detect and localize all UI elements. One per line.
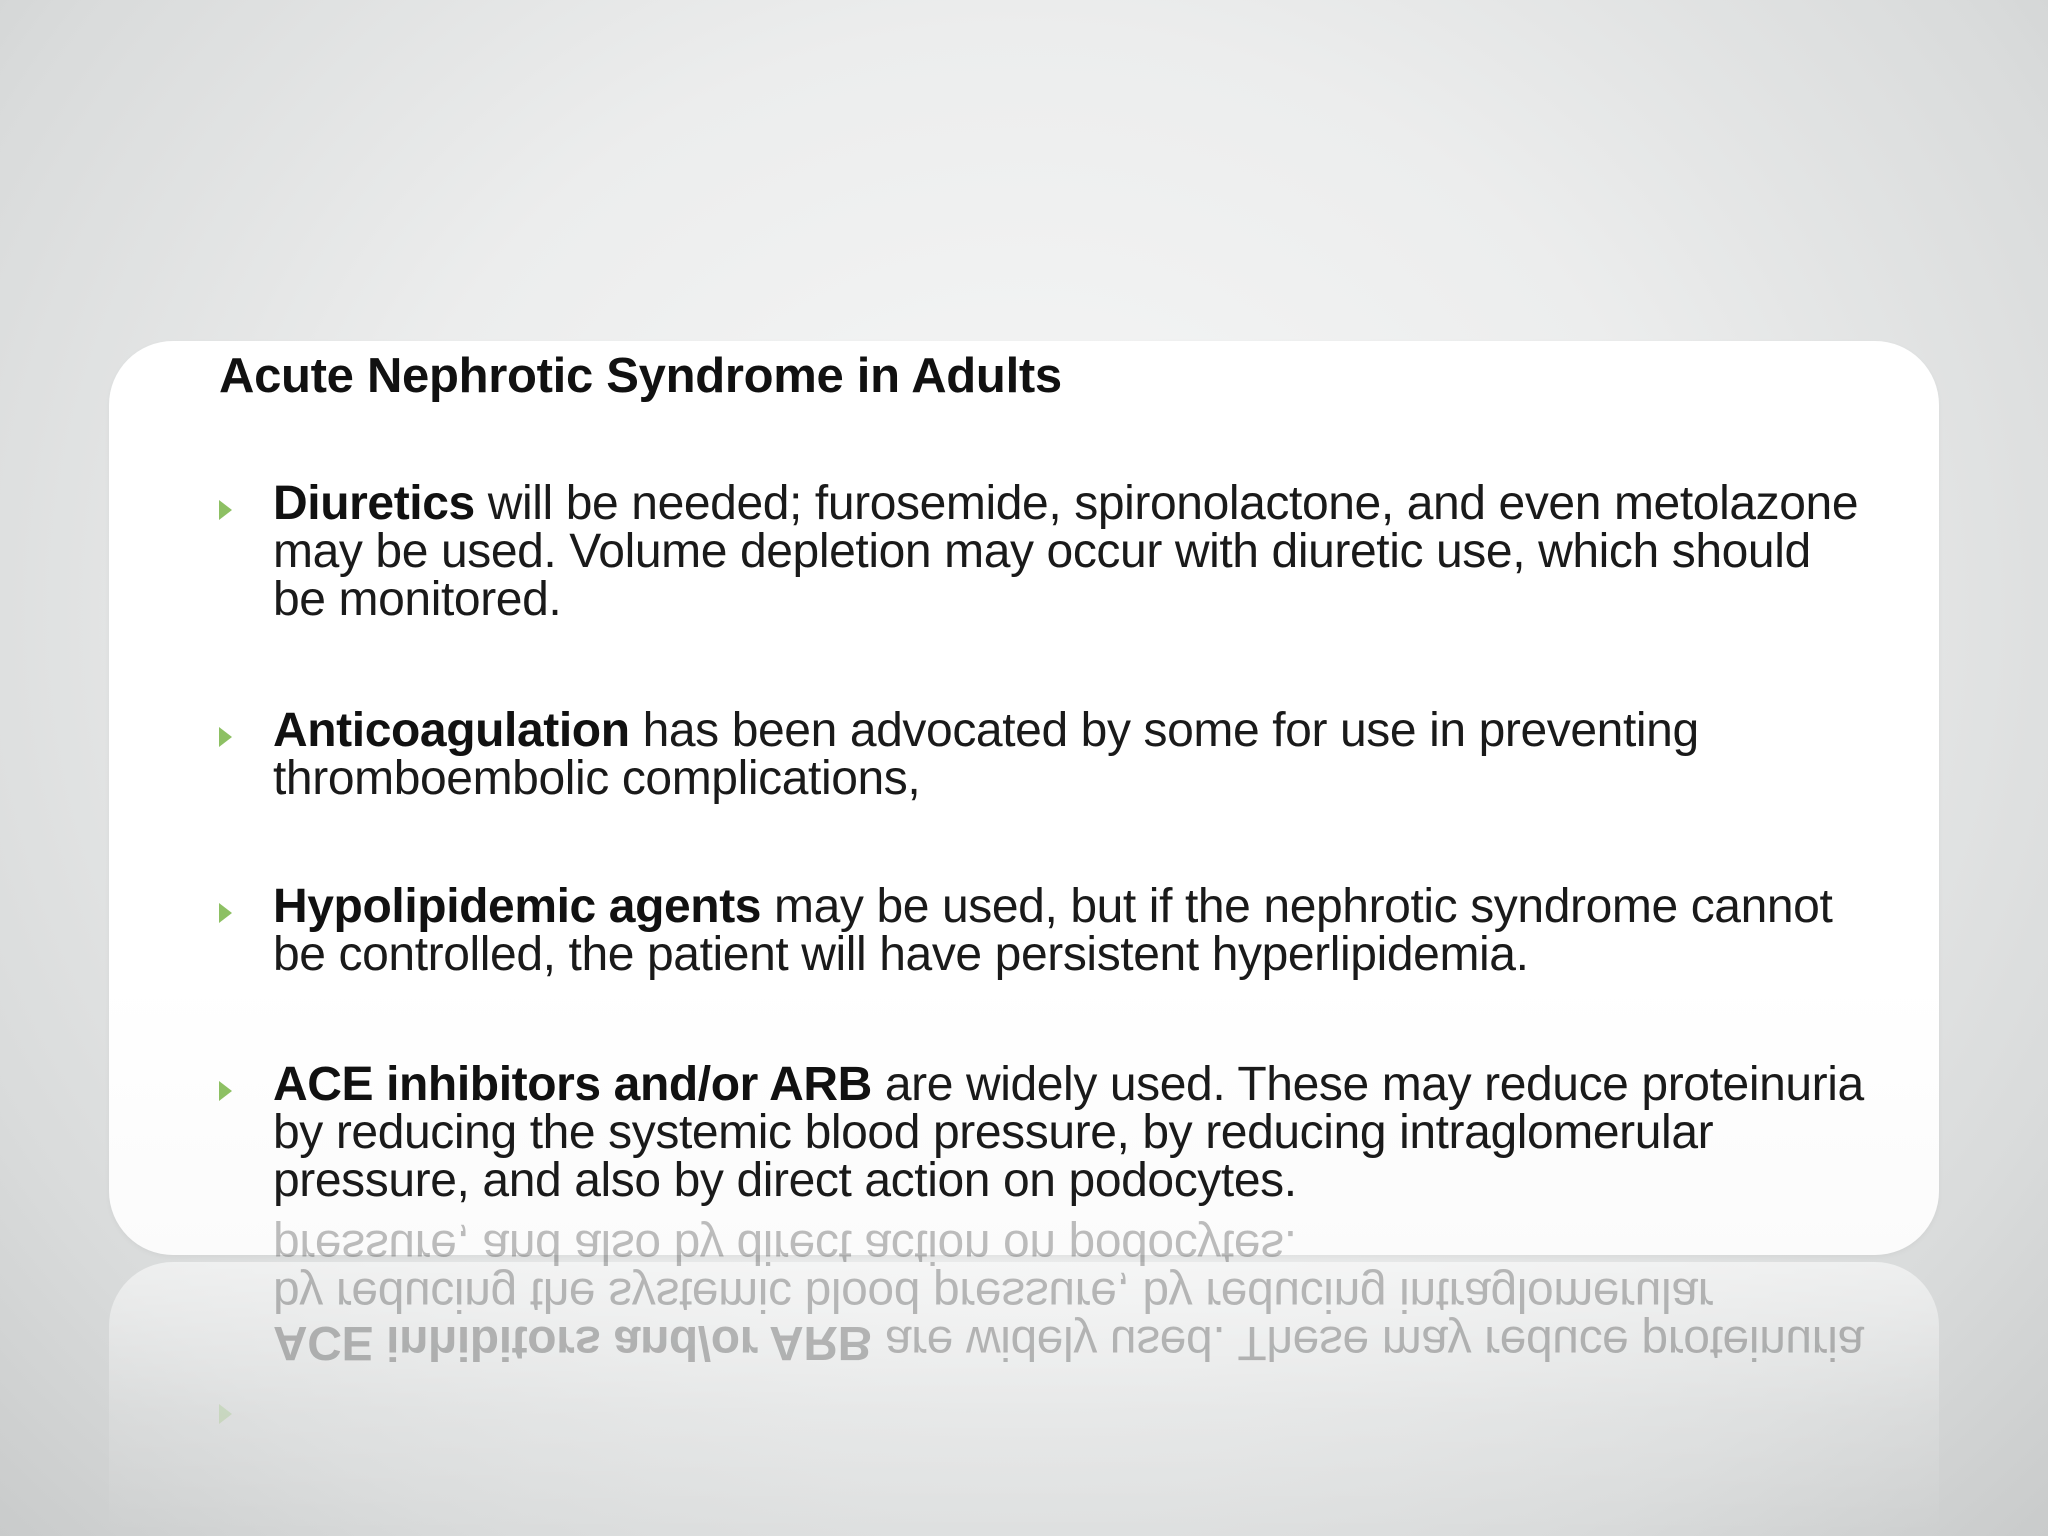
bullet-bold-term: ACE inhibitors and/or ARB bbox=[273, 1058, 872, 1111]
reflection-arrow-icon bbox=[219, 1404, 232, 1424]
bullet-body: may be used, but if the nephrotic syndrome cannot be controlled, the patient will have persistent hyperlipidemia. bbox=[273, 880, 1833, 981]
reflection-text bbox=[273, 1220, 1873, 1369]
bullet-arrow-icon bbox=[219, 903, 232, 923]
slide-title: Acute Nephrotic Syndrome in Adults bbox=[219, 349, 1062, 403]
bullet-body: has been advocated by some for use in preventing thromboembolic complications, bbox=[273, 704, 1699, 805]
bullet-body: are widely used. These may reduce proteinuria by reducing the systemic blood pressure, by reducing intraglomerular pressure, and also by direct action on podocytes. bbox=[273, 1058, 1864, 1207]
reflection-body: are widely used. These may reduce proteinuria by reducing the systemic blood pressure, by reducing intraglomerular pressure, and also by direct action on podocytes. bbox=[273, 1220, 1864, 1369]
bullet-arrow-icon bbox=[219, 1081, 232, 1101]
bullet-text bbox=[273, 880, 1873, 981]
reflection-bold-term: ACE inhibitors and/or ARB bbox=[273, 1316, 872, 1369]
bullet-arrow-icon bbox=[219, 727, 232, 747]
bullet-bold-term: Diuretics bbox=[273, 477, 475, 530]
slide-reflection bbox=[109, 1220, 1939, 1536]
bullet-body: will be needed; furosemide, spironolactone, and even metolazone may be used. Volume depletion may occur with diuretic use, which should be monitored. bbox=[273, 477, 1859, 626]
bullet-text bbox=[273, 1058, 1873, 1207]
bullet-text bbox=[273, 704, 1873, 805]
bullet-arrow-icon bbox=[219, 500, 232, 520]
bullet-bold-term: Anticoagulation bbox=[273, 704, 630, 757]
bullet-text bbox=[273, 477, 1873, 626]
bullet-bold-term: Hypolipidemic agents bbox=[273, 880, 762, 933]
